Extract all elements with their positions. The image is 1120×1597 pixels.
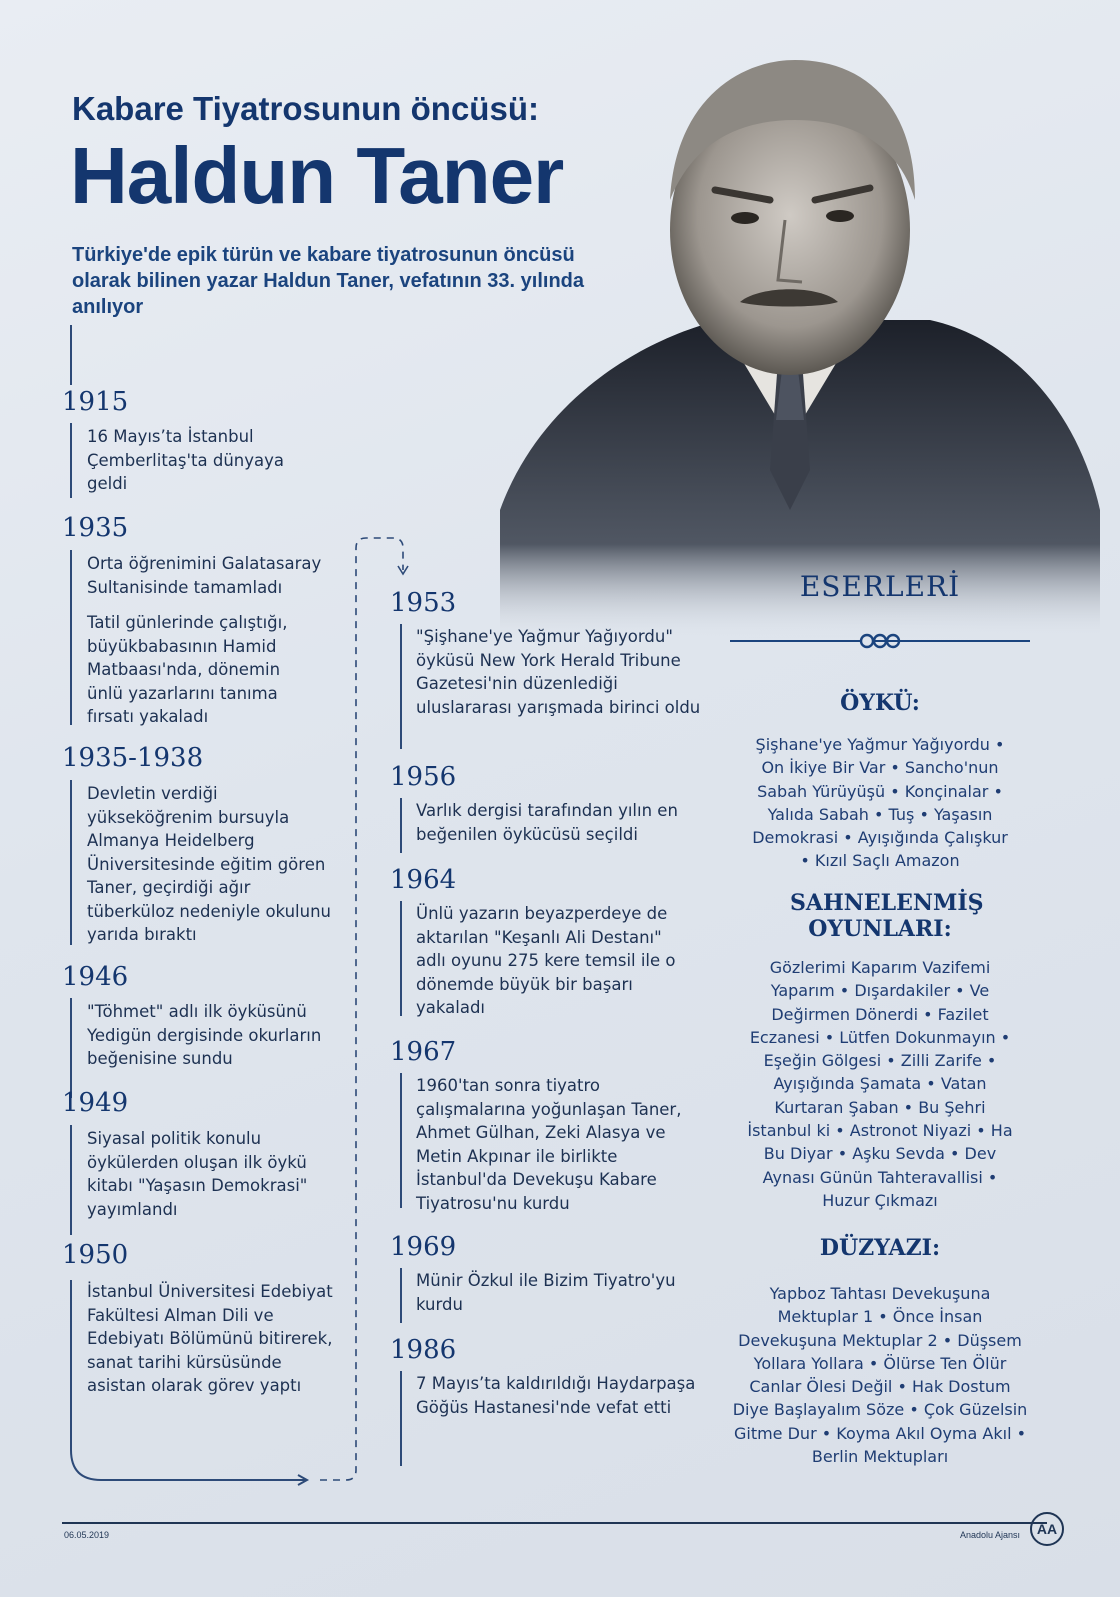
works-title: ESERLERİ: [799, 570, 961, 603]
year-label: 1986: [390, 1335, 457, 1365]
year-label: 1946: [62, 962, 129, 992]
timeline-entry: Münir Özkul ile Bizim Tiyatro'yu kurdu: [416, 1271, 676, 1314]
timeline-entry: Ünlü yazarın beyazperdeye de aktarılan "Keşanlı Ali Destanı" adlı oyunu 275 kere temsil ile o dönemde büyük bir başarı yakaladı: [416, 904, 676, 1017]
timeline-line: [400, 798, 402, 853]
aa-logo: [1030, 1512, 1064, 1546]
timeline-line: [400, 1371, 402, 1466]
timeline-line: [400, 901, 402, 1016]
kicker-title: Kabare Tiyatrosunun öncüsü:: [72, 90, 539, 127]
footer-agency: Anadolu Ajansı: [960, 1530, 1021, 1540]
year-label: 1956: [390, 762, 457, 792]
year-label: 1935: [62, 513, 129, 543]
timeline-entry: İstanbul Üniversitesi Edebiyat Fakültesi Alman Dili ve Edebiyatı Bölümünü bitirerek, sanat tarihi kürsüsünde asistan olarak görev yaptı: [87, 1282, 333, 1395]
timeline-entry: "Şişhane'ye Yağmur Yağıyordu" öyküsü New York Herald Tribune Gazetesi'nin düzenlediği uluslararası yarışmada birinci oldu: [416, 627, 701, 717]
timeline-connector: [60, 530, 420, 1490]
intro-text: Türkiye'de epik türün ve kabare tiyatrosunun öncüsü olarak bilinen yazar Haldun Taner, vefatının 33. yılında anılıyor: [72, 244, 585, 318]
timeline-line: [70, 325, 72, 385]
year-label: 1969: [390, 1232, 457, 1262]
year-label: 1964: [390, 865, 457, 895]
timeline-entry: Orta öğrenimini Galatasaray Sultanisinde tamamladı: [87, 554, 322, 597]
year-label: 1949: [62, 1088, 129, 1118]
portrait-image: [460, 40, 1100, 640]
timeline-line: [400, 1268, 402, 1323]
timeline-line: [70, 423, 72, 498]
timeline-line: [400, 624, 402, 749]
year-label: 1950: [62, 1240, 129, 1270]
timeline-entry: Siyasal politik konulu öykülerden oluşan ilk öykü kitabı "Yaşasın Demokrasi" yayımlandı: [87, 1129, 308, 1219]
timeline-entry: "Töhmet" adlı ilk öyküsünü Yedigün dergisinde okurların beğenisine sundu: [87, 1002, 322, 1068]
timeline-entry: Varlık dergisi tarafından yılın en beğenilen öykücüsü seçildi: [416, 801, 678, 844]
plays-list: Gözlerimi Kaparım Vazifemi Yaparım • Dışardakiler • Ve Değirmen Dönerdi • Fazilet Eczanesi • Lütfen Dokunmayın • Eşeğin Gölgesi • Zilli Zarife • Ayışığında Şamata • Vatan Kurtaran Şaban • Bu Şehri İstanbul ki • Astronot Niyazi • Ha Bu Diyar • Aşku Sevda • Dev Aynası Günün Tahteravallisi • Huzur Çıkmazı: [747, 958, 1013, 1210]
timeline-entry: 16 Mayıs’ta İstanbul Çemberlitaş'ta dünyaya geldi: [87, 427, 285, 493]
story-heading: ÖYKÜ:: [840, 690, 920, 716]
timeline-entry: 7 Mayıs’ta kaldırıldığı Haydarpaşa Göğüs Hastanesi'nde vefat etti: [416, 1374, 696, 1417]
timeline-entry: 1960'tan sonra tiyatro çalışmalarına yoğunlaşan Taner, Ahmet Gülhan, Zeki Alasya ve Metin Akpınar ile birlikte İstanbul'da Devekuşu Kabare Tiyatrosu'nu kurdu: [416, 1076, 682, 1213]
timeline-entry: Tatil günlerinde çalıştığı, büyükbabasının Hamid Matbaası'nda, dönemin ünlü yazarlarını tanıma fırsatı yakaladı: [87, 613, 288, 726]
prose-heading: DÜZYAZI:: [819, 1235, 941, 1261]
aa-logo-text: AA: [1036, 1521, 1058, 1537]
year-label: 1967: [390, 1037, 457, 1067]
footer-date: 06.05.2019: [64, 1530, 110, 1540]
year-label: 1915: [62, 387, 129, 417]
year-label: 1953: [390, 588, 457, 618]
footer-divider: [62, 1522, 1047, 1524]
timeline-line: [400, 1073, 402, 1208]
ornament-icon: [855, 632, 905, 650]
story-list: Şişhane'ye Yağmur Yağıyordu • On İkiye Bir Var • Sancho'nun Sabah Yürüyüşü • Konçinalar • Yalıda Sabah • Tuş • Yaşasın Demokrasi • Ayışığında Çalışkur • Kızıl Saçlı Amazon: [752, 735, 1008, 871]
plays-heading: SAHNELENMİŞ OYUNLARI:: [790, 890, 984, 942]
year-label: 1935-1938: [62, 743, 204, 773]
page-title: Haldun Taner: [70, 131, 564, 220]
timeline-entry: Devletin verdiği yükseköğrenim bursuyla Almanya Heidelberg Üniversitesinde eğitim gören Taner, geçirdiği ağır tüberküloz nedeniyle okulunu yarıda bıraktı: [87, 784, 332, 944]
prose-list: Yapboz Tahtası Devekuşuna Mektuplar 1 • Önce İnsan Devekuşuna Mektuplar 2 • Düşsem Yollara Yollara • Ölürse Ten Ölür Canlar Ölesi Değil • Hak Dostum Diye Başlayalım Söze • Çok Güzelsin Gitme Dur • Koyma Akıl Oyma Akıl • Berlin Mektupları: [732, 1284, 1028, 1467]
